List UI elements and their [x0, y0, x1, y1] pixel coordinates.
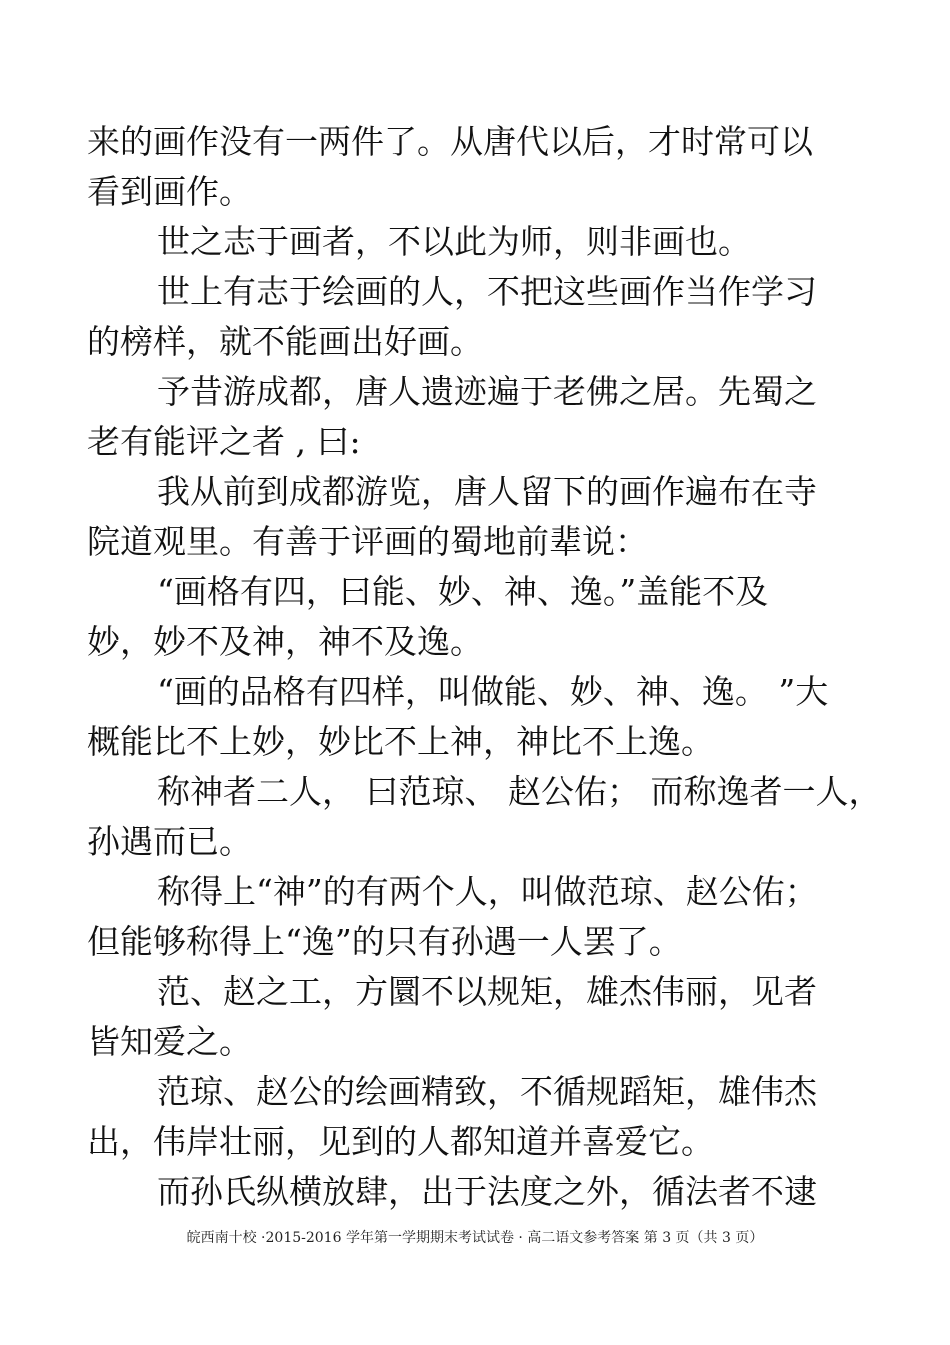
text-line-16: 称得上“神”的有两个人，叫做范琼、赵公佑； — [157, 872, 818, 911]
text-line-8: 我从前到成都游览，唐人留下的画作遍布在寺 — [157, 472, 817, 511]
text-line-22: 而孙氏纵横放肆，出于法度之外，循法者不逮 — [157, 1172, 817, 1211]
text-line-10: “画格有四，曰能、妙、神、逸。”盖能不及 — [157, 572, 769, 611]
text-line-21: 出，伟岸壮丽，见到的人都知道并喜爱它。 — [87, 1122, 714, 1161]
text-line-4: 世上有志于绘画的人，不把这些画作当作学习 — [157, 272, 817, 311]
text-line-12: “画的品格有四样，叫做能、妙、神、逸。 ”大 — [157, 672, 829, 711]
text-line-14: 称神者二人， 曰范琼、 赵公佑； 而称逸者一人， — [157, 772, 882, 811]
text-line-17: 但能够称得上“逸”的只有孙遇一人罢了。 — [87, 922, 682, 961]
text-line-19: 皆知爱之。 — [87, 1022, 252, 1061]
page-footer: 皖西南十校 ·2015-2016 学年第一学期期末考试试卷 · 高二语文参考答案 第 3 页（共 3 页） — [186, 1230, 764, 1246]
text-line-11: 妙，妙不及神，神不及逸。 — [87, 622, 483, 661]
text-line-20: 范琼、赵公的绘画精致，不循规蹈矩，雄伟杰 — [157, 1072, 817, 1111]
text-line-1: 来的画作没有一两件了。从唐代以后，才时常可以 — [87, 122, 813, 161]
text-line-15: 孙遇而已。 — [87, 822, 252, 861]
text-line-7: 老有能评之者 , 曰: — [87, 422, 361, 461]
text-line-5: 的榜样，就不能画出好画。 — [87, 322, 483, 361]
text-line-13: 概能比不上妙，妙比不上神，神比不上逸。 — [87, 722, 714, 761]
text-line-9: 院道观里。有善于评画的蜀地前辈说： — [87, 522, 648, 561]
text-line-6: 予昔游成都，唐人遗迹遍于老佛之居。先蜀之 — [157, 372, 817, 411]
text-line-3: 世之志于画者，不以此为师，则非画也。 — [157, 222, 751, 261]
text-line-2: 看到画作。 — [87, 172, 252, 211]
text-line-18: 范、赵之工，方圜不以规矩，雄杰伟丽，见者 — [157, 972, 817, 1011]
